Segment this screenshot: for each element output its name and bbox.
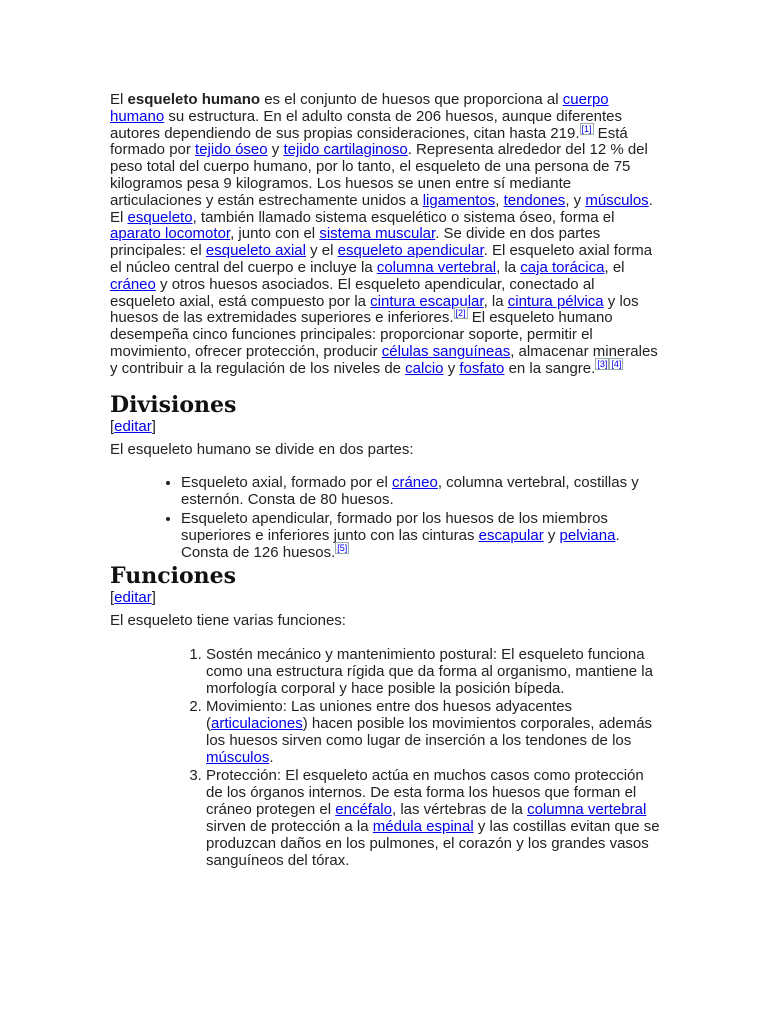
link-encefalo[interactable]: encéfalo <box>335 801 392 819</box>
link-esqueleto[interactable]: esqueleto <box>127 208 193 226</box>
text: es el conjunto de huesos que proporciona al <box>260 91 563 108</box>
edit-link-divisiones[interactable]: editar <box>114 417 152 435</box>
text: , también llamado sistema esquelético o sistema óseo, forma el <box>192 208 615 226</box>
text: Protección: El esqueleto actúa en muchos casos como protección de los órganos internos. De esta forma los huesos que forman el cráneo protegen el <box>206 767 644 819</box>
text: y los huesos de las extremidades superiores e inferiores. <box>110 292 639 327</box>
heading-divisiones: Divisiones <box>110 391 237 418</box>
list-item <box>206 698 660 766</box>
link-pelviana[interactable]: pelviana <box>559 527 616 545</box>
edit-section-funciones <box>110 589 660 607</box>
bracket: ] <box>151 417 156 435</box>
link-caja-toracica[interactable]: caja torácica <box>520 258 605 276</box>
edit-section-divisiones <box>110 418 660 436</box>
reference-3 <box>595 358 609 370</box>
link-musculos[interactable]: músculos <box>585 191 649 209</box>
text: El esqueleto humano desempeña cinco funciones principales: proporcionar soporte, permitir el movimiento, ofrecer protección, producir <box>110 309 613 360</box>
text: , la <box>483 292 508 310</box>
reference-2 <box>454 307 468 319</box>
text: en la sangre. <box>504 359 596 377</box>
reference-5 <box>335 542 349 554</box>
article-subject: esqueleto humano <box>127 91 261 108</box>
heading-funciones: Funciones <box>110 563 237 590</box>
list-item <box>181 510 660 561</box>
link-esqueleto-apendicular[interactable]: esqueleto apendicular <box>337 242 484 260</box>
funciones-intro: El esqueleto tiene varias funciones: <box>110 612 346 630</box>
ref-link-4[interactable]: [4] <box>611 358 622 369</box>
link-tejido-cartilaginoso[interactable]: tejido cartilaginoso <box>283 141 408 159</box>
link-celulas-sanguineas[interactable]: células sanguíneas <box>381 342 511 360</box>
funciones-list <box>110 646 660 869</box>
text: , y <box>565 191 586 209</box>
text: , junto con el <box>230 225 320 243</box>
link-aparato-locomotor[interactable]: aparato locomotor <box>110 225 231 243</box>
text: sirven de protección a la <box>206 818 373 836</box>
article <box>110 92 660 870</box>
list-item: 1. Sostén mecánico y mantenimiento postural: El esqueleto funciona como una estructura rígida que da forma al organismo, mantiene la morfología corporal y hace posible la posición bípeda. <box>206 646 660 697</box>
intro-paragraph <box>110 92 660 378</box>
text: Movimiento: Las uniones entre dos huesos adyacentes ( <box>206 698 573 733</box>
link-columna-vertebral[interactable]: columna vertebral <box>376 258 497 276</box>
text: . Representa alrededor del 12 % del peso total del cuerpo humano, por lo tanto, el esqueleto de una persona de 75 kilogramos pesa 9 kilogramos. Los huesos se unen entre sí mediante articulaciones y están estrechamente unidos a <box>110 141 648 209</box>
text: y el <box>305 242 338 260</box>
ref-link-3[interactable]: [3] <box>597 358 608 369</box>
text: , el <box>604 258 625 276</box>
link-craneo[interactable]: cráneo <box>391 474 438 492</box>
link-tendones[interactable]: tendones <box>503 191 566 209</box>
text: su estructura. En el adulto consta de 206 huesos, aunque diferentes autores dependiendo de sus propias consideraciones, citan hasta 219. <box>110 107 623 142</box>
link-fosfato[interactable]: fosfato <box>459 359 505 377</box>
text: y <box>443 359 460 377</box>
text: . Consta de 126 huesos. <box>181 527 620 562</box>
link-articulaciones[interactable]: articulaciones <box>211 715 303 733</box>
link-cintura-escapular[interactable]: cintura escapular <box>370 292 484 310</box>
text: y <box>543 527 560 545</box>
edit-link-funciones[interactable]: editar <box>114 589 152 607</box>
link-tejido-oseo[interactable]: tejido óseo <box>195 141 268 159</box>
link-cuerpo-humano[interactable]: cuerpo humano <box>110 91 609 125</box>
reference-4 <box>609 358 623 370</box>
text: ) hacen posible los movimientos corporales, además los huesos sirven como lugar de inserción a los tendones de los <box>206 715 653 750</box>
text: , <box>495 191 504 209</box>
list-item <box>206 767 660 869</box>
text: , la <box>496 258 521 276</box>
text: El <box>110 91 128 108</box>
reference-1 <box>580 123 594 135</box>
bracket: [ <box>110 417 115 435</box>
text: Está formado por <box>110 124 628 159</box>
ref-link-1[interactable]: [1] <box>581 123 592 134</box>
text: , columna vertebral, costillas y esternón. Consta de 80 huesos. <box>181 474 639 509</box>
link-columna-vertebral[interactable]: columna vertebral <box>527 801 647 819</box>
text: Esqueleto apendicular, formado por los huesos de los miembros superiores e inferiores junto con las cinturas <box>181 510 608 545</box>
link-medula-espinal[interactable]: médula espinal <box>372 818 474 836</box>
text: . El <box>110 191 653 226</box>
divisiones-list <box>110 474 660 561</box>
ref-link-5[interactable]: [5] <box>337 543 348 554</box>
text: , almacenar minerales y contribuir a la regulación de los niveles de <box>110 342 658 377</box>
link-craneo[interactable]: cráneo <box>110 275 156 293</box>
text: Esqueleto axial, formado por el <box>181 474 392 492</box>
list-item <box>181 474 660 508</box>
divisiones-intro: El esqueleto humano se divide en dos partes: <box>110 440 414 458</box>
link-cintura-pelvica[interactable]: cintura pélvica <box>507 292 604 310</box>
text: y las costillas evitan que se produzcan daños en los pulmones, el corazón y los grandes vasos sanguíneos del tórax. <box>206 818 660 870</box>
link-calcio[interactable]: calcio <box>405 359 444 377</box>
link-esqueleto-axial[interactable]: esqueleto axial <box>205 242 306 260</box>
text: y otros huesos asociados. El esqueleto apendicular, conectado al esqueleto axial, está compuesto por la <box>110 275 595 310</box>
link-sistema-muscular[interactable]: sistema muscular <box>319 225 436 243</box>
text: , las vértebras de la <box>391 801 528 819</box>
bracket: ] <box>151 589 156 607</box>
text: . <box>269 749 274 767</box>
text: y <box>267 141 284 159</box>
text: . El esqueleto axial forma el núcleo central del cuerpo e incluye la <box>110 242 653 276</box>
link-ligamentos[interactable]: ligamentos <box>422 191 496 209</box>
text: . Se divide en dos partes principales: el <box>110 225 601 260</box>
bracket: [ <box>110 589 115 607</box>
link-musculos[interactable]: músculos <box>206 749 270 767</box>
ref-link-2[interactable]: [2] <box>455 308 466 319</box>
link-escapular[interactable]: escapular <box>478 527 544 545</box>
